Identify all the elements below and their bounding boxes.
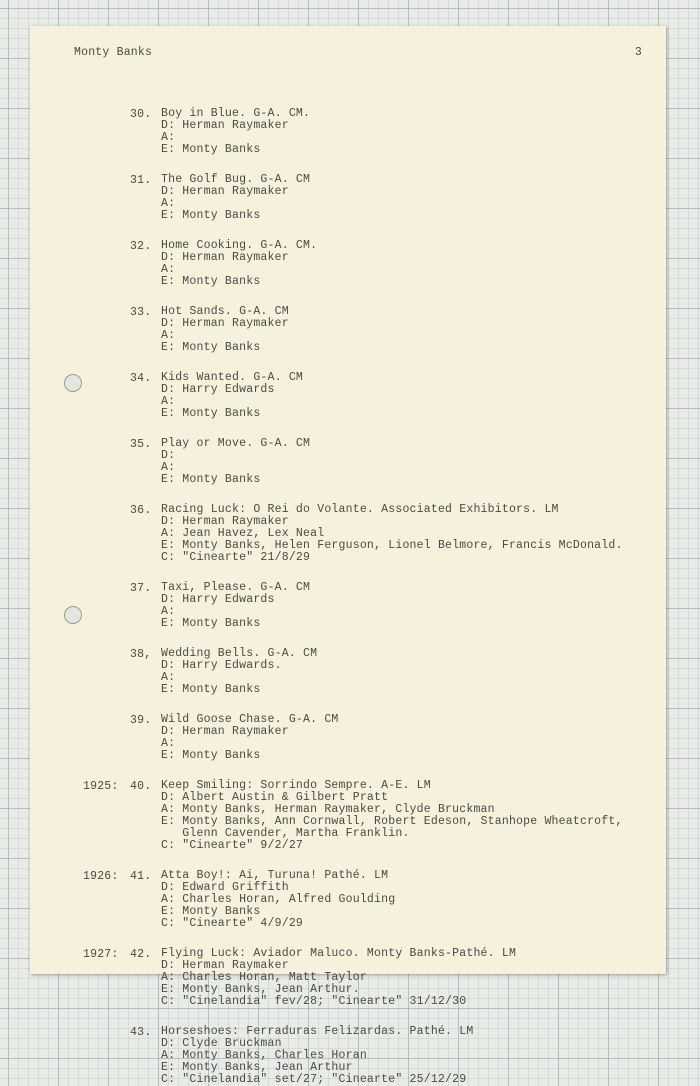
entry-credit-line: E: Monty Banks bbox=[161, 143, 261, 156]
entry-number: 33. bbox=[130, 306, 152, 319]
entry-title: Racing Luck: O Rei do Volante. Associated Exhibitors. LM bbox=[161, 503, 559, 516]
entry-number: 30. bbox=[130, 108, 152, 121]
entry-credit-line: A: Charles Horan, Alfred Goulding bbox=[161, 893, 396, 906]
entry-number: 31. bbox=[130, 174, 152, 187]
entry-credit-line: C: "Cinelandia" fev/28; "Cinearte" 31/12/30 bbox=[161, 995, 467, 1008]
entry-title: Wedding Bells. G-A. CM bbox=[161, 647, 318, 660]
entry-credit-line: A: bbox=[161, 671, 176, 684]
filmography-entry bbox=[30, 780, 666, 852]
entry-title: Keep Smiling: Sorrindo Sempre. A-E. LM bbox=[161, 779, 431, 792]
entry-credit-line: E: Monty Banks bbox=[161, 683, 261, 696]
entry-title: The Golf Bug. G-A. CM bbox=[161, 173, 311, 186]
entry-credit-line: D: Herman Raymaker bbox=[161, 317, 289, 330]
entry-number: 34. bbox=[130, 372, 152, 385]
entry-credit-line: E: Monty Banks, Jean Arthur bbox=[161, 1061, 353, 1074]
filmography-entry bbox=[30, 648, 666, 696]
entry-credit-line: D: Harry Edwards bbox=[161, 593, 275, 606]
filmography-entry bbox=[30, 948, 666, 1008]
entry-credit-line: E: Monty Banks, Helen Ferguson, Lionel Belmore, Francis McDonald. bbox=[161, 539, 623, 552]
filmography-entry bbox=[30, 504, 666, 564]
entry-credit-line: D: bbox=[161, 449, 176, 462]
entry-credit-line: D: Harry Edwards. bbox=[161, 659, 282, 672]
entry-credit-line: E: Monty Banks bbox=[161, 407, 261, 420]
filmography-entry bbox=[30, 240, 666, 288]
entry-credit-line: D: Clyde Bruckman bbox=[161, 1037, 282, 1050]
entry-credit-line: D: Harry Edwards bbox=[161, 383, 275, 396]
filmography-entry bbox=[30, 372, 666, 420]
entry-credit-line: C: "Cinelandia" set/27; "Cinearte" 25/12/29 bbox=[161, 1073, 467, 1086]
filmography-entry bbox=[30, 714, 666, 762]
entry-number: 36. bbox=[130, 504, 152, 517]
entry-credit-line: D: Herman Raymaker bbox=[161, 119, 289, 132]
entry-credit-line: A: bbox=[161, 395, 176, 408]
entry-credit-line: A: Monty Banks, Herman Raymaker, Clyde Bruckman bbox=[161, 803, 495, 816]
entry-credit-line: E: Monty Banks bbox=[161, 473, 261, 486]
entry-credit-line: E: Monty Banks bbox=[161, 209, 261, 222]
entry-credit-line: C: "Cinearte" 21/8/29 bbox=[161, 551, 311, 564]
entry-title: Play or Move. G-A. CM bbox=[161, 437, 311, 450]
entry-title: Taxi, Please. G-A. CM bbox=[161, 581, 311, 594]
entry-title: Kids Wanted. G-A. CM bbox=[161, 371, 304, 384]
entry-year: 1927: bbox=[83, 948, 119, 961]
entry-number: 40. bbox=[130, 780, 152, 793]
entry-number: 41. bbox=[130, 870, 152, 883]
entry-number: 42. bbox=[130, 948, 152, 961]
entry-credit-line: A: bbox=[161, 197, 176, 210]
entry-credit-line: E: Monty Banks bbox=[161, 617, 261, 630]
entry-year: 1926: bbox=[83, 870, 119, 883]
entry-number: 43. bbox=[130, 1026, 152, 1039]
filmography-entry bbox=[30, 438, 666, 486]
filmography-list bbox=[30, 108, 666, 1086]
entry-title: Atta Boy!: Ai, Turuna! Pathé. LM bbox=[161, 869, 389, 882]
filmography-entry bbox=[30, 1026, 666, 1086]
entry-credit-line: D: Herman Raymaker bbox=[161, 251, 289, 264]
entry-title: Flying Luck: Aviador Maluco. Monty Banks-Pathé. LM bbox=[161, 947, 517, 960]
entry-number: 38, bbox=[130, 648, 152, 661]
entry-credit-line: D: Herman Raymaker bbox=[161, 185, 289, 198]
filmography-entry bbox=[30, 870, 666, 930]
entry-credit-line: A: bbox=[161, 737, 176, 750]
entry-credit-line: D: Herman Raymaker bbox=[161, 725, 289, 738]
page-number: 3 bbox=[634, 46, 642, 59]
entry-title: Wild Goose Chase. G-A. CM bbox=[161, 713, 339, 726]
entry-credit-line: E: Monty Banks bbox=[161, 275, 261, 288]
entry-title: Home Cooking. G-A. CM. bbox=[161, 239, 318, 252]
entry-credit-line: C: "Cinearte" 9/2/27 bbox=[161, 839, 304, 852]
entry-credit-line: A: Charles Horan, Matt Taylor bbox=[161, 971, 367, 984]
entry-credit-line: E: Monty Banks, Ann Cornwall, Robert Edeson, Stanhope Wheatcroft, bbox=[161, 815, 623, 828]
entry-number: 39. bbox=[130, 714, 152, 727]
entry-credit-line: D: Herman Raymaker bbox=[161, 959, 289, 972]
entry-credit-line: A: bbox=[161, 329, 176, 342]
entry-credit-line: D: Albert Austin & Gilbert Pratt bbox=[161, 791, 389, 804]
entry-credit-line: A: bbox=[161, 263, 176, 276]
entry-credit-line: E: Monty Banks bbox=[161, 341, 261, 354]
entry-title: Boy in Blue. G-A. CM. bbox=[161, 107, 311, 120]
entry-title: Hot Sands. G-A. CM bbox=[161, 305, 289, 318]
entry-credit-line: D: Edward Griffith bbox=[161, 881, 289, 894]
entry-credit-line: A: bbox=[161, 605, 176, 618]
entry-number: 37. bbox=[130, 582, 152, 595]
entry-year: 1925: bbox=[83, 780, 119, 793]
entry-credit-line: C: "Cinearte" 4/9/29 bbox=[161, 917, 304, 930]
filmography-entry bbox=[30, 306, 666, 354]
entry-credit-line: A: bbox=[161, 131, 176, 144]
filmography-entry bbox=[30, 108, 666, 156]
entry-credit-line: A: Jean Havez, Lex Neal bbox=[161, 527, 325, 540]
entry-credit-line: D: Herman Raymaker bbox=[161, 515, 289, 528]
entry-credit-line: Glenn Cavender, Martha Franklin. bbox=[161, 827, 410, 840]
entry-title: Horseshoes: Ferraduras Felizardas. Pathé. LM bbox=[161, 1025, 474, 1038]
filmography-entry bbox=[30, 582, 666, 630]
entry-number: 32. bbox=[130, 240, 152, 253]
entry-credit-line: E: Monty Banks bbox=[161, 905, 261, 918]
page-header-name: Monty Banks bbox=[74, 46, 153, 59]
entry-credit-line: A: bbox=[161, 461, 176, 474]
entry-credit-line: E: Monty Banks, Jean Arthur. bbox=[161, 983, 360, 996]
filmography-entry bbox=[30, 174, 666, 222]
entry-credit-line: A: Monty Banks, Charles Horan bbox=[161, 1049, 367, 1062]
typed-page bbox=[30, 26, 666, 1086]
entry-number: 35. bbox=[130, 438, 152, 451]
entry-credit-line: E: Monty Banks bbox=[161, 749, 261, 762]
